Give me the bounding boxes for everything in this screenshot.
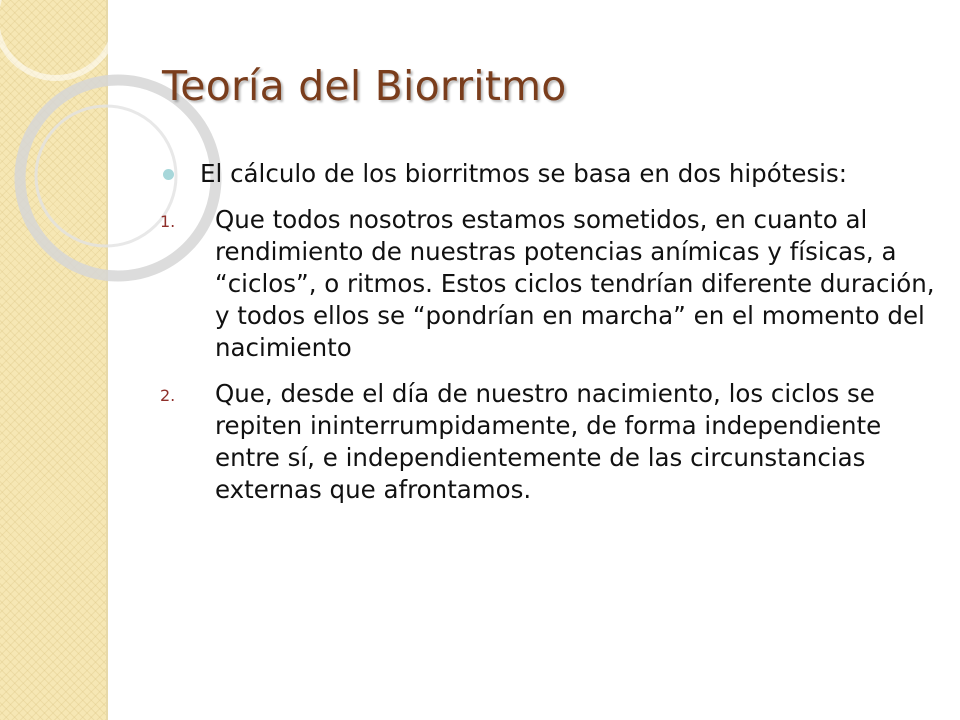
decorative-side-band	[0, 0, 106, 720]
numbered-item-1	[160, 204, 942, 364]
numbered-item-2	[160, 378, 942, 506]
number-marker-2: 2.	[160, 386, 176, 405]
side-band-edge	[106, 0, 108, 720]
bullet-text: El cálculo de los biorritmos se basa en dos hipótesis:	[200, 159, 847, 188]
bullet-item	[160, 158, 942, 190]
slide-body	[160, 158, 942, 520]
numbered-item-text-2: Que, desde el día de nuestro nacimiento, los ciclos se repiten ininterrumpidamente, de forma independiente entre sí, e independientemente de las circunstancias externas que afrontamos.	[215, 379, 882, 504]
numbered-item-text-1: Que todos nosotros estamos sometidos, en cuanto al rendimiento de nuestras potencias anímicas y físicas, a “ciclos”, o ritmos. Estos ciclos tendrían diferente duración, y todos ellos se “pondrían en marcha” en el momento del nacimiento	[215, 205, 935, 362]
slide-title: Teoría del Biorritmo	[162, 62, 567, 110]
bullet-dot-icon	[163, 169, 174, 180]
number-marker-1: 1.	[160, 212, 176, 231]
